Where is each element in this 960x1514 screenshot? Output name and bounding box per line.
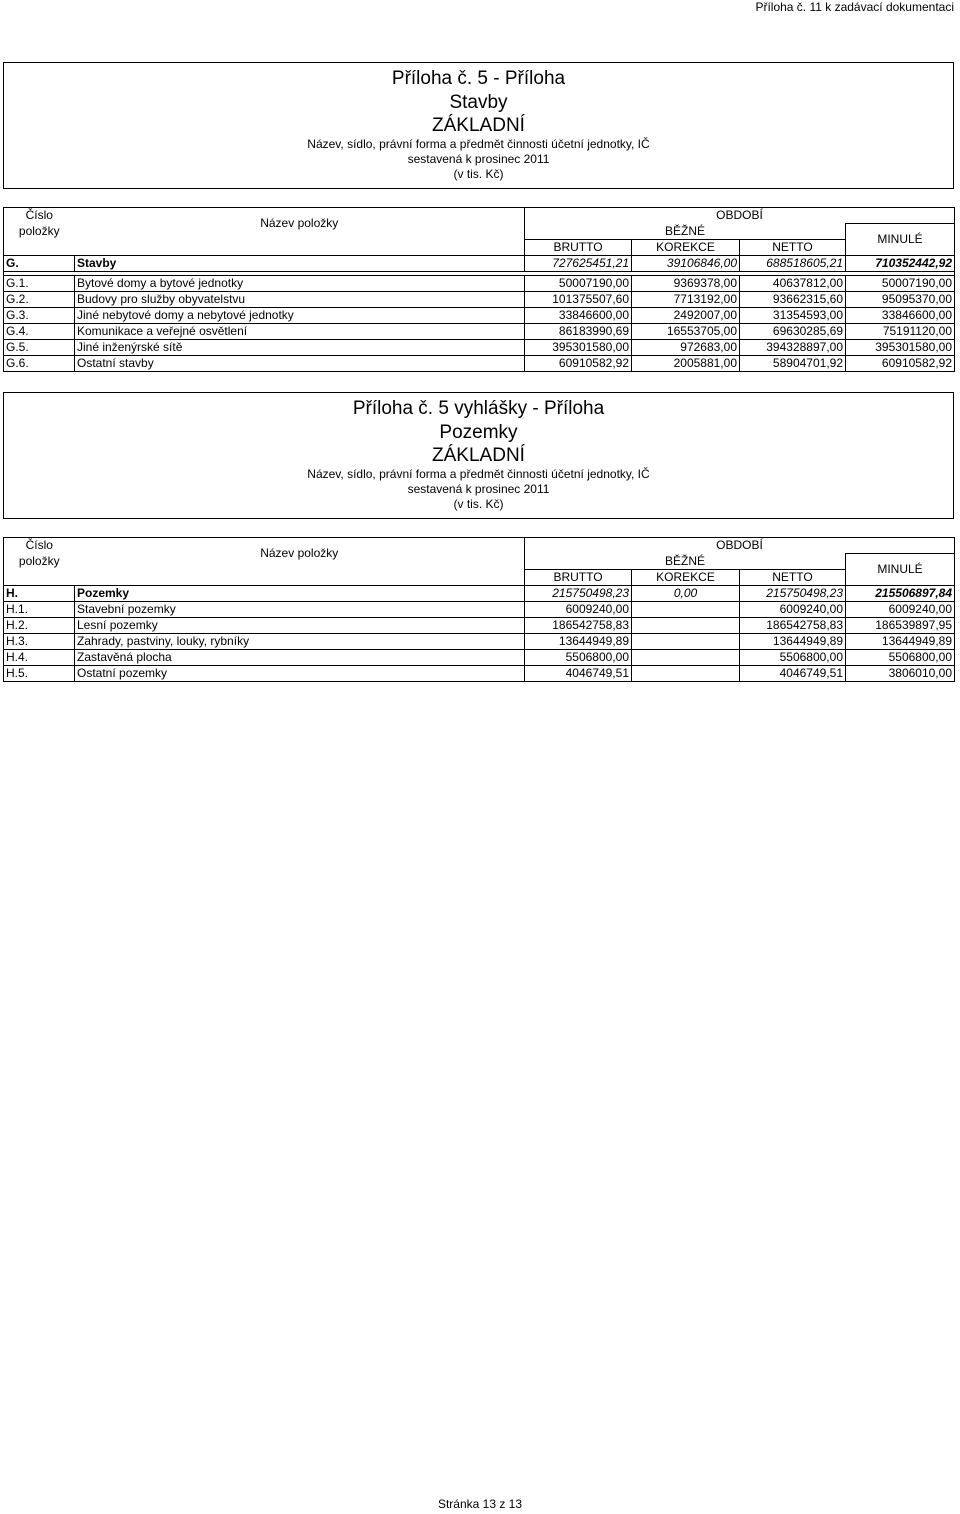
row-name: Jiné inženýrské sítě (75, 339, 525, 355)
row-code: G.1. (4, 275, 75, 291)
table-row (4, 275, 955, 291)
col-cislo-line1: Číslo (4, 538, 75, 554)
report-date: sestavená k prosinec 2011 (407, 152, 550, 166)
entity-info: Název, sídlo, právní forma a předmět činnosti účetní jednotky, IČ (307, 137, 650, 151)
total-row (4, 585, 955, 601)
col-korekce: KOREKCE (632, 569, 740, 585)
page-header: Příloha č. 11 k zadávací dokumentaci (755, 0, 954, 14)
row-minule: 13644949,89 (846, 633, 955, 649)
row-korekce: 2005881,00 (632, 355, 740, 371)
row-name: Stavby (75, 255, 525, 271)
col-cislo-line2: položky (4, 554, 75, 570)
table-row (4, 601, 955, 617)
row-minule: 50007190,00 (846, 275, 955, 291)
header-row (4, 538, 955, 554)
row-netto: 31354593,00 (740, 307, 846, 323)
row-korekce: 7713192,00 (632, 291, 740, 307)
row-netto: 69630285,69 (740, 323, 846, 339)
col-obdobi: OBDOBÍ (525, 208, 955, 224)
unit-label: (v tis. Kč) (453, 497, 504, 511)
col-netto: NETTO (740, 239, 846, 255)
row-korekce (632, 633, 740, 649)
row-korekce: 9369378,00 (632, 275, 740, 291)
row-netto: 58904701,92 (740, 355, 846, 371)
row-brutto: 727625451,21 (525, 255, 632, 271)
section-subject: Stavby (449, 92, 508, 113)
row-name: Komunikace a veřejné osvětlení (75, 323, 525, 339)
col-brutto: BRUTTO (525, 239, 632, 255)
row-brutto: 13644949,89 (525, 633, 632, 649)
row-code: H.2. (4, 617, 75, 633)
row-korekce (632, 665, 740, 681)
row-netto: 13644949,89 (740, 633, 846, 649)
row-minule: 6009240,00 (846, 601, 955, 617)
row-code: H.4. (4, 649, 75, 665)
col-netto: NETTO (740, 569, 846, 585)
row-brutto: 86183990,69 (525, 323, 632, 339)
row-netto: 40637812,00 (740, 275, 846, 291)
section-variant: ZÁKLADNÍ (432, 115, 525, 136)
row-minule: 5506800,00 (846, 649, 955, 665)
row-minule: 710352442,92 (846, 255, 955, 271)
row-netto: 394328897,00 (740, 339, 846, 355)
row-code: H.1. (4, 601, 75, 617)
col-bezne: BĚŽNÉ (525, 224, 846, 240)
col-cislo-line2: položky (4, 224, 75, 240)
row-brutto: 6009240,00 (525, 601, 632, 617)
entity-info: Název, sídlo, právní forma a předmět činnosti účetní jednotky, IČ (307, 467, 650, 481)
col-cislo-line1: Číslo (4, 208, 75, 224)
row-korekce: 39106846,00 (632, 255, 740, 271)
row-minule: 95095370,00 (846, 291, 955, 307)
section-subject: Pozemky (439, 422, 518, 443)
section-title-box (3, 62, 954, 189)
row-korekce: 2492007,00 (632, 307, 740, 323)
row-netto: 186542758,83 (740, 617, 846, 633)
table-row (4, 355, 955, 371)
table-row (4, 649, 955, 665)
row-korekce: 0,00 (632, 585, 740, 601)
table-row (4, 291, 955, 307)
col-minule: MINULÉ (846, 554, 955, 586)
row-brutto: 101375507,60 (525, 291, 632, 307)
col-nazev: Název položky (75, 538, 525, 570)
row-korekce (632, 649, 740, 665)
row-code: G.5. (4, 339, 75, 355)
header-row (4, 208, 955, 224)
row-name: Ostatní pozemky (75, 665, 525, 681)
row-korekce: 972683,00 (632, 339, 740, 355)
table-row (4, 617, 955, 633)
row-netto: 4046749,51 (740, 665, 846, 681)
row-code: H.3. (4, 633, 75, 649)
row-name: Zahrady, pastviny, louky, rybníky (75, 633, 525, 649)
row-code: H.5. (4, 665, 75, 681)
row-brutto: 395301580,00 (525, 339, 632, 355)
row-korekce: 16553705,00 (632, 323, 740, 339)
row-name: Jiné nebytové domy a nebytové jednotky (75, 307, 525, 323)
table-row (4, 633, 955, 649)
row-code: G.3. (4, 307, 75, 323)
row-name: Bytové domy a bytové jednotky (75, 275, 525, 291)
row-korekce (632, 617, 740, 633)
section-title: Příloha č. 5 vyhlášky - Příloha (352, 398, 605, 419)
row-minule: 395301580,00 (846, 339, 955, 355)
row-name: Stavební pozemky (75, 601, 525, 617)
col-korekce: KOREKCE (632, 239, 740, 255)
row-minule: 33846600,00 (846, 307, 955, 323)
data-table (3, 537, 955, 682)
row-brutto: 4046749,51 (525, 665, 632, 681)
page-footer: Stránka 13 z 13 (437, 1497, 523, 1511)
table-row (4, 307, 955, 323)
row-brutto: 5506800,00 (525, 649, 632, 665)
row-name: Zastavěná plocha (75, 649, 525, 665)
row-brutto: 50007190,00 (525, 275, 632, 291)
table-row (4, 665, 955, 681)
row-netto: 93662315,60 (740, 291, 846, 307)
row-brutto: 60910582,92 (525, 355, 632, 371)
row-brutto: 215750498,23 (525, 585, 632, 601)
row-name: Lesní pozemky (75, 617, 525, 633)
table-row (4, 339, 955, 355)
unit-label: (v tis. Kč) (453, 167, 504, 181)
section-title: Příloha č. 5 - Příloha (391, 68, 566, 89)
row-netto: 6009240,00 (740, 601, 846, 617)
row-netto: 688518605,21 (740, 255, 846, 271)
row-brutto: 186542758,83 (525, 617, 632, 633)
table-row (4, 323, 955, 339)
row-code: G.6. (4, 355, 75, 371)
section-title-box (3, 392, 954, 519)
row-code: G. (4, 255, 75, 271)
row-minule: 215506897,84 (846, 585, 955, 601)
row-name: Ostatní stavby (75, 355, 525, 371)
col-brutto: BRUTTO (525, 569, 632, 585)
section-pozemky (3, 392, 954, 682)
row-code: G.2. (4, 291, 75, 307)
total-row (4, 255, 955, 271)
row-code: G.4. (4, 323, 75, 339)
row-minule: 75191120,00 (846, 323, 955, 339)
col-minule: MINULÉ (846, 224, 955, 256)
row-netto: 5506800,00 (740, 649, 846, 665)
row-code: H. (4, 585, 75, 601)
section-stavby (3, 62, 954, 372)
row-name: Pozemky (75, 585, 525, 601)
row-korekce (632, 601, 740, 617)
report-date: sestavená k prosinec 2011 (407, 482, 550, 496)
data-table (3, 207, 955, 372)
col-obdobi: OBDOBÍ (525, 538, 955, 554)
row-minule: 60910582,92 (846, 355, 955, 371)
col-bezne: BĚŽNÉ (525, 554, 846, 570)
section-variant: ZÁKLADNÍ (432, 445, 525, 466)
row-minule: 3806010,00 (846, 665, 955, 681)
col-nazev: Název položky (75, 208, 525, 240)
row-name: Budovy pro služby obyvatelstvu (75, 291, 525, 307)
row-netto: 215750498,23 (740, 585, 846, 601)
row-minule: 186539897,95 (846, 617, 955, 633)
row-brutto: 33846600,00 (525, 307, 632, 323)
